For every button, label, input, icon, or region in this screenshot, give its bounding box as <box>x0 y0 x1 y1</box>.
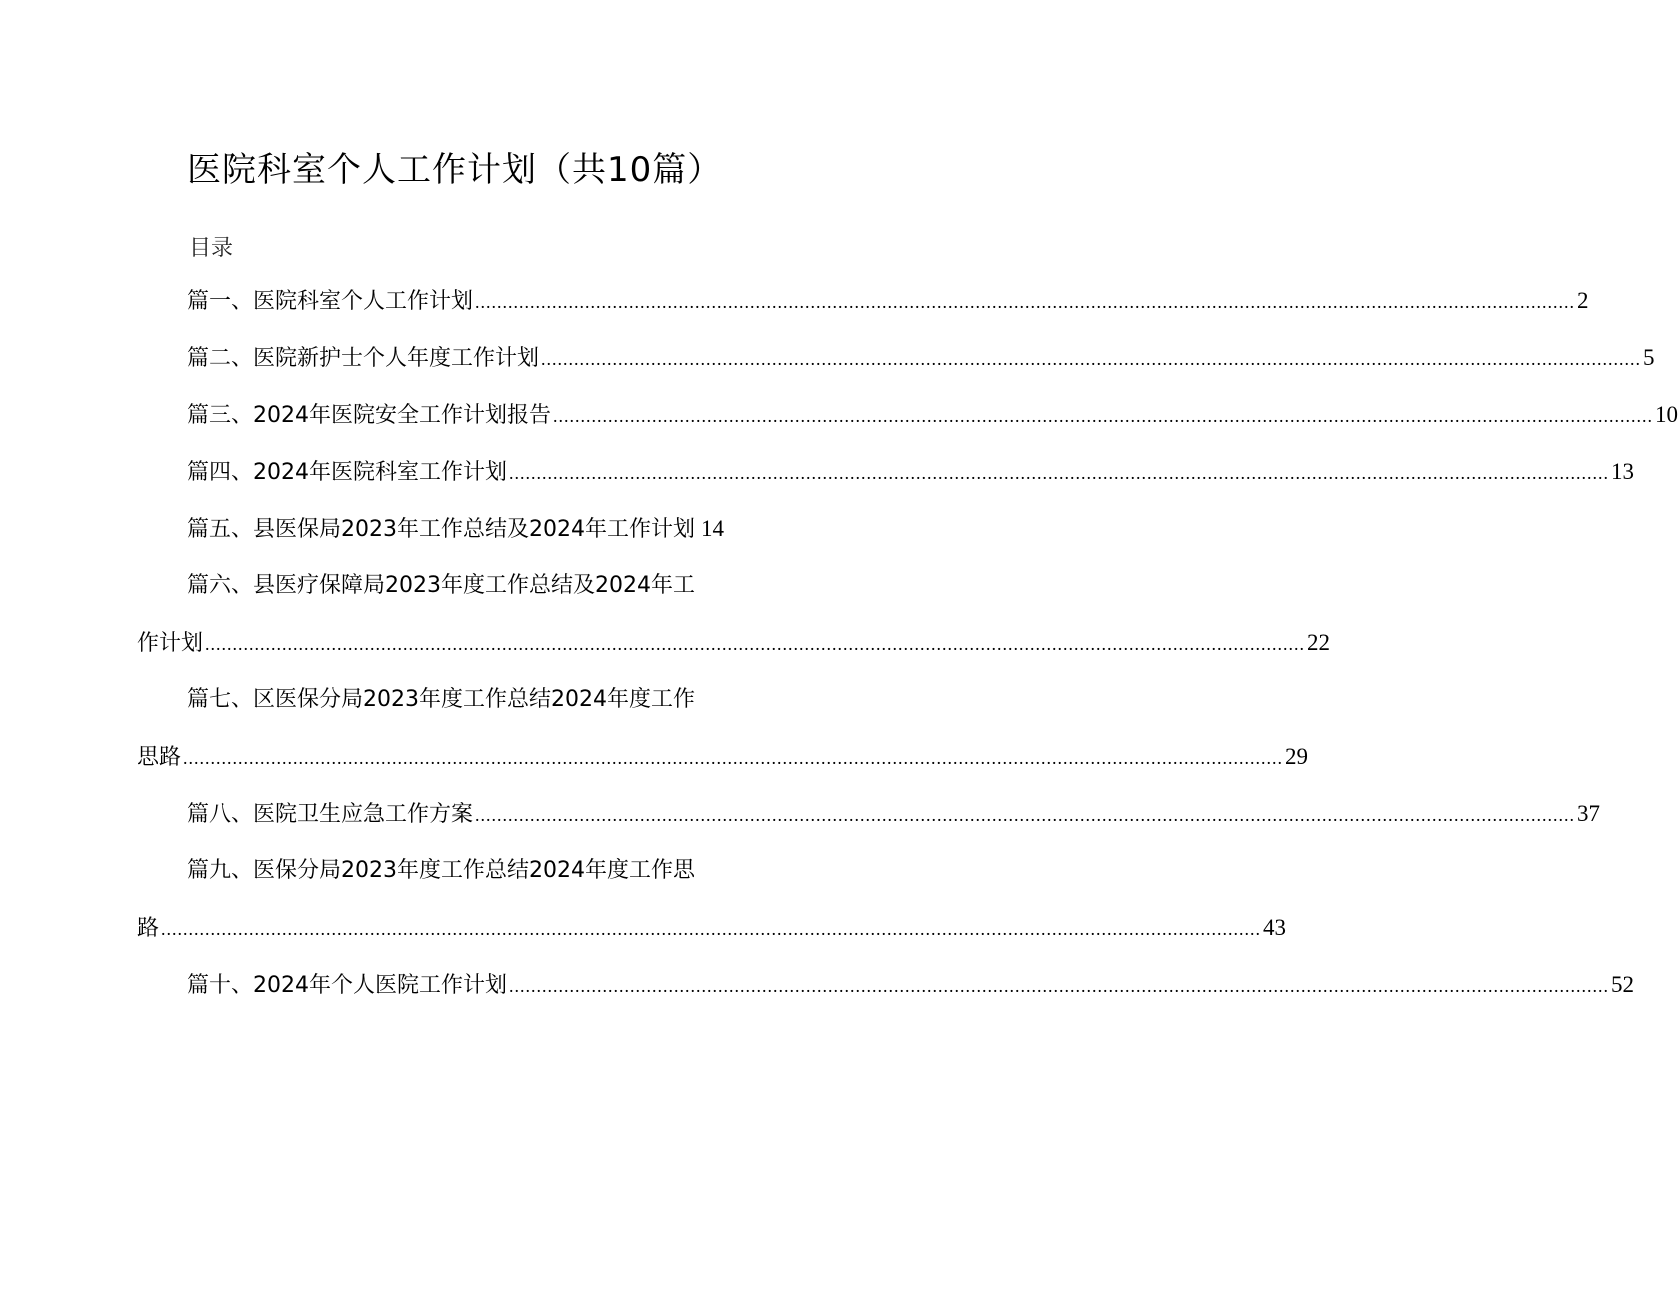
toc-page-number: 29 <box>1285 744 1309 769</box>
toc-leader-dots: ........................................................................................................................................................................................................ <box>475 292 1576 312</box>
toc-entry-9-line1[interactable] <box>187 855 777 887</box>
toc-leader-dots: ........................................................................................................................................................................................................ <box>475 805 1576 825</box>
toc-leader-dots: ........................................................................................................................................................................................................ <box>205 634 1306 654</box>
toc-entry-3[interactable] <box>187 399 1678 431</box>
toc-entry-8[interactable] <box>187 798 1601 830</box>
toc-entry-2[interactable] <box>187 342 1655 374</box>
toc-entry-label-continued: 路 <box>137 916 160 941</box>
toc-entry-label: 篇四、2024年医院科室工作计划 <box>187 460 507 485</box>
toc-entry-label-continued: 作计划 <box>137 631 204 656</box>
toc-page-number: 13 <box>1611 459 1634 484</box>
toc-entry-label-continued: 思路 <box>137 745 182 770</box>
toc-leader-dots: ........................................................................................................................................................................................................ <box>161 919 1262 939</box>
toc-page-number: 5 <box>1643 345 1655 370</box>
toc-entry-label: 篇七、区医保分局2023年度工作总结2024年度工作 <box>187 687 695 712</box>
toc-entry-9-line2[interactable] <box>137 912 1287 944</box>
toc-page-number: 43 <box>1263 915 1287 940</box>
toc-entry-7-line2[interactable] <box>137 741 1309 773</box>
toc-entry-10[interactable] <box>187 969 1634 1001</box>
toc-entry-6-line1[interactable] <box>187 570 777 602</box>
document-title: 医院科室个人工作计划（共10篇） <box>187 150 723 190</box>
toc-page-number: 2 <box>1577 288 1589 313</box>
toc-page-number: 52 <box>1611 972 1634 997</box>
toc-entry-label: 篇三、2024年医院安全工作计划报告 <box>187 403 551 428</box>
toc-leader-dots: ........................................................................................................................................................................................................ <box>553 406 1653 426</box>
toc-entry-label: 篇八、医院卫生应急工作方案 <box>187 802 474 827</box>
toc-entry-5[interactable] <box>187 513 777 545</box>
toc-heading: 目录 <box>189 236 234 261</box>
toc-entry-label: 篇六、县医疗保障局2023年度工作总结及2024年工 <box>187 573 695 598</box>
toc-entry-label: 篇九、医保分局2023年度工作总结2024年度工作思 <box>187 858 695 883</box>
toc-entry-label: 篇五、县医保局2023年工作总结及2024年工作计划 <box>187 517 695 542</box>
toc-page-number: 37 <box>1577 801 1601 826</box>
toc-leader-dots: ........................................................................................................................................................................................................ <box>509 976 1609 996</box>
toc-entry-label: 篇一、医院科室个人工作计划 <box>187 289 474 314</box>
toc-leader-dots: ........................................................................................................................................................................................................ <box>183 748 1284 768</box>
toc-page-number: 14 <box>700 516 724 541</box>
toc-leader-dots: ........................................................................................................................................................................................................ <box>541 349 1642 369</box>
toc-entry-label: 篇二、医院新护士个人年度工作计划 <box>187 346 540 371</box>
toc-page-number: 10 <box>1655 402 1678 427</box>
toc-entry-4[interactable] <box>187 456 1634 488</box>
toc-leader-dots: ........................................................................................................................................................................................................ <box>509 463 1609 483</box>
toc-entry-label: 篇十、2024年个人医院工作计划 <box>187 973 507 998</box>
toc-entry-6-line2[interactable] <box>137 627 1331 659</box>
toc-entry-7-line1[interactable] <box>187 684 777 716</box>
toc-page-number: 22 <box>1307 630 1331 655</box>
toc-entry-1[interactable] <box>187 285 1589 317</box>
